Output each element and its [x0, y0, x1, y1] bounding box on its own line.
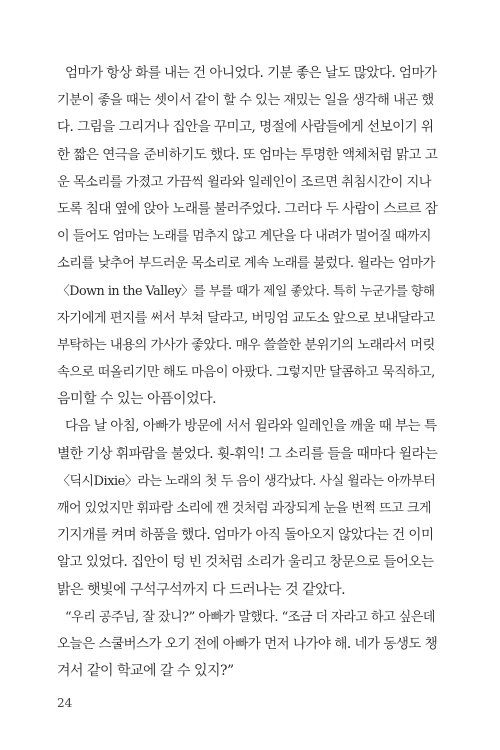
text-line: 다. 그림을 그리거나 집안을 꾸미고, 명절에 사람들에게 선보이기 위 [57, 119, 434, 136]
text-line: 알고 있었다. 집안이 텅 빈 것처럼 소리가 울리고 창문으로 들어오는 [57, 554, 434, 571]
body-text [57, 60, 437, 685]
text-line: 이 들어도 엄마는 노래를 멈추지 않고 계단을 다 내려가 멀어질 때까지 [57, 229, 431, 245]
text-line: 기지개를 켜며 하품을 했다. 엄마가 아직 돌아오지 않았다는 건 이미 [57, 527, 434, 544]
text-line: 밝은 햇빛에 구석구석까지 다 드러나는 것 같았다. [57, 581, 346, 598]
text-line: 〈Down in the Valley〉를 부를 때가 제일 좋았다. 특히 누군가를 향해 [57, 283, 435, 299]
page-number: 24 [57, 696, 73, 710]
text-line: “우리 공주님, 잘 잤니?” 아빠가 말했다. “조금 더 자라고 하고 싶은데 [65, 609, 435, 625]
text-line: 별한 기상 휘파람을 불었다. 휫-휘익! 그 소리를 들을 때마다 윌라는 [57, 445, 438, 462]
text-line: 기분이 좋을 때는 셋이서 같이 할 수 있는 재밌는 일을 생각해 내곤 했 [57, 93, 434, 109]
text-line: 엄마가 항상 화를 내는 건 아니었다. 기분 좋은 날도 많았다. 엄마가 [65, 65, 437, 81]
text-line: 한 짧은 연극을 준비하기도 했다. 또 엄마는 투명한 액체처럼 맑고 고 [57, 146, 438, 163]
paragraph-3 [57, 604, 437, 686]
text-line: 운 목소리를 가졌고 가끔씩 윌라와 일레인이 조르면 취침시간이 지나 [57, 174, 432, 190]
text-line: 음미할 수 있는 아픔이었다. [57, 391, 217, 408]
text-line: 부탁하는 내용의 가사가 좋았다. 매우 쓸쓸한 분위기의 노래라서 머릿 [57, 337, 435, 353]
text-line: 깨어 있었지만 휘파람 소리에 깬 것처럼 과장되게 눈을 번쩍 뜨고 크게 [57, 501, 431, 516]
text-line: 〈딕시Dixie〉라는 노래의 첫 두 음이 생각났다. 사실 윌라는 아까부터 [57, 473, 436, 489]
text-line: 오늘은 스쿨버스가 오기 전에 아빠가 먼저 나가야 해. 네가 동생도 챙 [57, 635, 438, 652]
text-line: 도록 침대 옆에 앉아 노래를 불러주었다. 그러다 두 사람이 스르르 잠 [57, 200, 438, 217]
text-line: 소리를 낮추어 부드러운 목소리로 계속 노래를 불렀다. 윌라는 엄마가 [57, 256, 435, 272]
text-line: 속으로 떠올리기만 해도 마음이 아팠다. 그렇지만 달콤하고 묵직하고, [57, 365, 435, 381]
paragraph-1 [57, 60, 437, 413]
text-line: 겨서 같이 학교에 갈 수 있지?” [57, 663, 234, 680]
text-line: 자기에게 편지를 써서 부쳐 달라고, 버밍엄 교도소 앞으로 보내달라고 [57, 310, 435, 326]
text-line: 다음 날 아침, 아빠가 방문에 서서 윌라와 일레인을 깨울 때 부는 특 [65, 418, 437, 435]
paragraph-2 [57, 413, 437, 603]
